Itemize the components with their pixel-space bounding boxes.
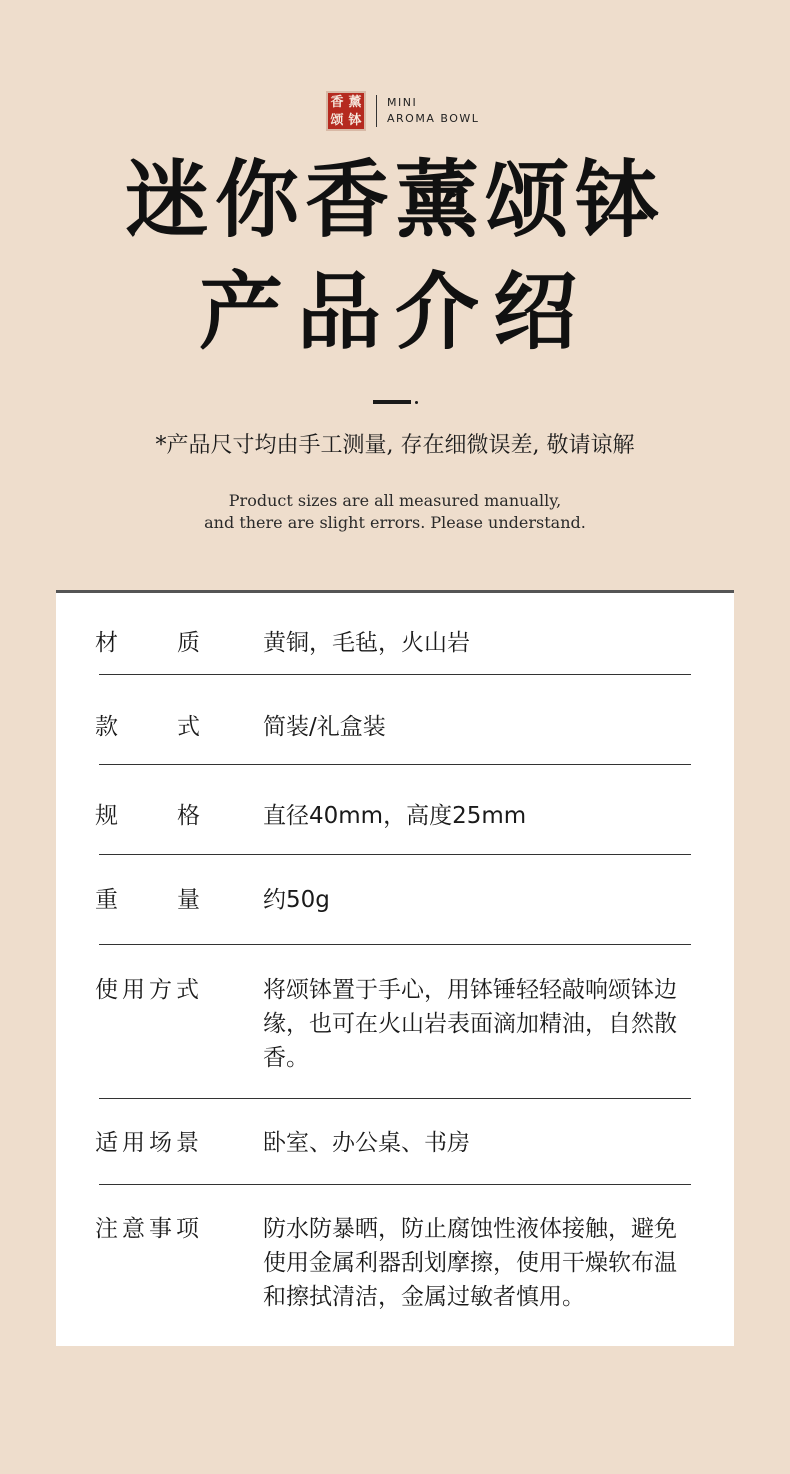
spec-row-material bbox=[95, 593, 691, 675]
spec-value: 将颂钵置于手心，用钵锤轻轻敲响颂钵边缘，也可在火山岩表面滴加精油，自然散香。 bbox=[263, 977, 677, 1071]
spec-row-notes bbox=[95, 1185, 691, 1345]
spec-value: 约50g bbox=[263, 887, 330, 913]
size-note-cn: *产品尺寸均由手工测量, 存在细微误差, 敬请谅解 bbox=[155, 433, 635, 458]
spec-value: 卧室、办公桌、书房 bbox=[263, 1130, 470, 1156]
spec-row-usage bbox=[95, 945, 691, 1099]
title-divider bbox=[373, 400, 411, 404]
spec-label: 重量 bbox=[95, 887, 259, 913]
spec-label: 材质 bbox=[95, 630, 259, 656]
spec-card bbox=[56, 590, 734, 1346]
seal-stamp bbox=[326, 91, 366, 131]
spec-label: 规格 bbox=[95, 803, 259, 829]
spec-value: 黄铜，毛毡，火山岩 bbox=[263, 630, 470, 656]
title-divider-dot bbox=[415, 401, 418, 404]
logo-line-2: AROMA BOWL bbox=[387, 112, 480, 125]
size-note-en bbox=[0, 490, 790, 534]
spec-row-scenes bbox=[95, 1099, 691, 1185]
spec-row-size bbox=[95, 765, 691, 855]
spec-value: 直径40mm，高度25mm bbox=[263, 803, 527, 829]
seal-char: 颂 bbox=[330, 112, 344, 128]
spec-value: 简装/礼盒装 bbox=[263, 714, 386, 740]
seal-char: 香 bbox=[330, 94, 344, 110]
size-note-en-line-1: Product sizes are all measured manually, bbox=[228, 491, 562, 510]
logo-text bbox=[387, 95, 479, 127]
spec-label: 使用方式 bbox=[95, 977, 203, 1003]
seal-char: 钵 bbox=[348, 112, 362, 128]
logo-line-1: MINI bbox=[387, 96, 418, 109]
spec-row-weight bbox=[95, 855, 691, 945]
size-note-en-line-2: and there are slight errors. Please understand. bbox=[204, 513, 586, 532]
brand-logo bbox=[326, 91, 479, 131]
spec-value: 防水防暴晒，防止腐蚀性液体接触，避免使用金属利器刮划摩擦，使用干燥软布温和擦拭清洁，金属过敏者慎用。 bbox=[263, 1216, 677, 1310]
seal-char: 薰 bbox=[348, 94, 362, 110]
page-subtitle: 产品介绍 bbox=[198, 263, 591, 361]
spec-label: 适用场景 bbox=[95, 1130, 203, 1156]
spec-label: 款式 bbox=[95, 714, 259, 740]
spec-row-style bbox=[95, 675, 691, 765]
spec-label: 注意事项 bbox=[95, 1216, 203, 1242]
logo-divider bbox=[376, 95, 377, 127]
page-title: 迷你香薰颂钵 bbox=[124, 151, 665, 249]
